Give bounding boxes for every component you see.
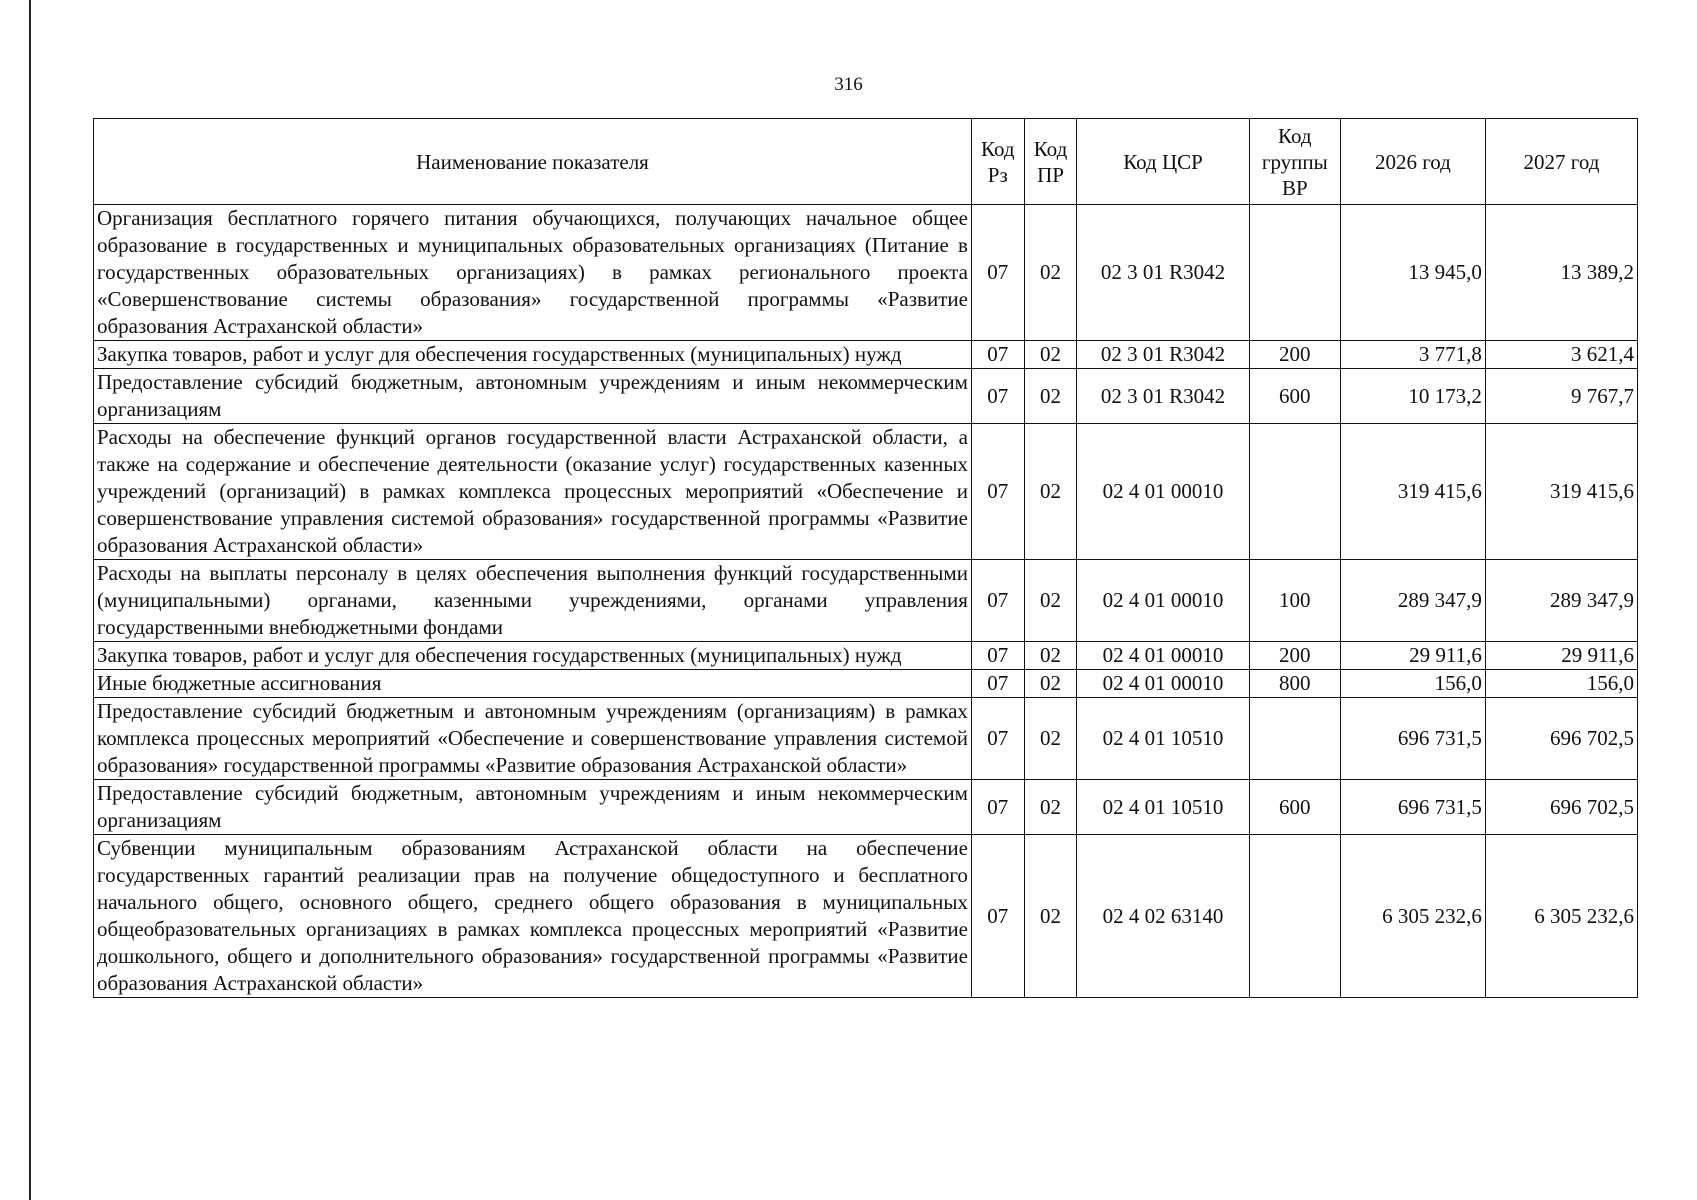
table-header-row [94, 119, 1638, 205]
row-rz: 07 [971, 670, 1024, 698]
row-name: Иные бюджетные ассигнования [94, 670, 972, 698]
row-2026: 6 305 232,6 [1340, 835, 1485, 998]
row-vr [1249, 835, 1340, 998]
row-name: Закупка товаров, работ и услуг для обеспечения государственных (муниципальных) нужд [94, 341, 972, 369]
row-csr: 02 3 01 R3042 [1077, 205, 1249, 341]
table-row [94, 670, 1638, 698]
table-row [94, 205, 1638, 341]
row-vr [1249, 424, 1340, 560]
row-2026: 10 173,2 [1340, 369, 1485, 424]
row-2026: 289 347,9 [1340, 560, 1485, 642]
row-2027: 289 347,9 [1485, 560, 1637, 642]
row-2027: 6 305 232,6 [1485, 835, 1637, 998]
row-pr: 02 [1024, 205, 1077, 341]
row-vr [1249, 205, 1340, 341]
row-pr: 02 [1024, 698, 1077, 780]
table-row [94, 560, 1638, 642]
row-vr: 800 [1249, 670, 1340, 698]
row-name: Предоставление субсидий бюджетным, автономным учреждениям и иным некоммерческим организациям [94, 369, 972, 424]
header-2026: 2026 год [1340, 119, 1485, 205]
row-pr: 02 [1024, 670, 1077, 698]
table-row [94, 424, 1638, 560]
row-csr: 02 4 01 00010 [1077, 670, 1249, 698]
row-2027: 696 702,5 [1485, 698, 1637, 780]
row-vr: 200 [1249, 341, 1340, 369]
row-vr [1249, 698, 1340, 780]
row-csr: 02 4 01 00010 [1077, 642, 1249, 670]
row-csr: 02 4 01 10510 [1077, 780, 1249, 835]
header-pr: Код ПР [1024, 119, 1077, 205]
row-rz: 07 [971, 341, 1024, 369]
row-vr: 600 [1249, 780, 1340, 835]
row-rz: 07 [971, 205, 1024, 341]
row-vr: 200 [1249, 642, 1340, 670]
table-row [94, 369, 1638, 424]
row-2026: 319 415,6 [1340, 424, 1485, 560]
row-rz: 07 [971, 369, 1024, 424]
row-csr: 02 3 01 R3042 [1077, 341, 1249, 369]
row-vr: 100 [1249, 560, 1340, 642]
row-rz: 07 [971, 780, 1024, 835]
row-2026: 696 731,5 [1340, 780, 1485, 835]
header-name: Наименование показателя [94, 119, 972, 205]
row-rz: 07 [971, 835, 1024, 998]
row-csr: 02 4 01 00010 [1077, 424, 1249, 560]
table-row [94, 780, 1638, 835]
row-2026: 3 771,8 [1340, 341, 1485, 369]
row-2027: 319 415,6 [1485, 424, 1637, 560]
row-pr: 02 [1024, 369, 1077, 424]
row-vr: 600 [1249, 369, 1340, 424]
table-row [94, 835, 1638, 998]
row-rz: 07 [971, 698, 1024, 780]
row-2027: 13 389,2 [1485, 205, 1637, 341]
table-row [94, 698, 1638, 780]
binding-margin-line [29, 0, 31, 1200]
row-name: Расходы на выплаты персоналу в целях обеспечения выполнения функций государственными (муниципальными) органами, казенными учреждениями, органами управления государственными внебюджетными фондами [94, 560, 972, 642]
row-2026: 29 911,6 [1340, 642, 1485, 670]
row-rz: 07 [971, 560, 1024, 642]
row-2026: 696 731,5 [1340, 698, 1485, 780]
row-csr: 02 4 01 00010 [1077, 560, 1249, 642]
row-2026: 13 945,0 [1340, 205, 1485, 341]
row-name: Расходы на обеспечение функций органов государственной власти Астраханской области, а также на содержание и обеспечение деятельности (оказание услуг) государственных казенных учреждений (организаций) в рамках комплекса процессных мероприятий «Обеспечение и совершенствование управления системой образования» государственной программы «Развитие образования Астраханской области» [94, 424, 972, 560]
row-name: Предоставление субсидий бюджетным, автономным учреждениям и иным некоммерческим организациям [94, 780, 972, 835]
row-csr: 02 4 01 10510 [1077, 698, 1249, 780]
row-pr: 02 [1024, 560, 1077, 642]
row-2026: 156,0 [1340, 670, 1485, 698]
row-2027: 3 621,4 [1485, 341, 1637, 369]
row-pr: 02 [1024, 642, 1077, 670]
header-csr: Код ЦСР [1077, 119, 1249, 205]
row-2027: 9 767,7 [1485, 369, 1637, 424]
page-number: 316 [834, 74, 863, 95]
row-2027: 29 911,6 [1485, 642, 1637, 670]
row-pr: 02 [1024, 780, 1077, 835]
row-rz: 07 [971, 642, 1024, 670]
row-2027: 156,0 [1485, 670, 1637, 698]
row-rz: 07 [971, 424, 1024, 560]
row-pr: 02 [1024, 341, 1077, 369]
table-row [94, 642, 1638, 670]
row-csr: 02 3 01 R3042 [1077, 369, 1249, 424]
header-rz: Код Рз [971, 119, 1024, 205]
budget-table [93, 118, 1638, 998]
row-pr: 02 [1024, 424, 1077, 560]
row-2027: 696 702,5 [1485, 780, 1637, 835]
row-name: Закупка товаров, работ и услуг для обеспечения государственных (муниципальных) нужд [94, 642, 972, 670]
header-vr: Код группы ВР [1249, 119, 1340, 205]
row-csr: 02 4 02 63140 [1077, 835, 1249, 998]
row-pr: 02 [1024, 835, 1077, 998]
row-name: Предоставление субсидий бюджетным и автономным учреждениям (организациям) в рамках комплекса процессных мероприятий «Обеспечение и совершенствование управления системой образования» государственной программы «Развитие образования Астраханской области» [94, 698, 972, 780]
row-name: Организация бесплатного горячего питания обучающихся, получающих начальное общее образование в государственных и муниципальных образовательных организациях (Питание в государственных образовательных организациях) в рамках регионального проекта «Совершенствование системы образования» государственной программы «Развитие образования Астраханской области» [94, 205, 972, 341]
table-row [94, 341, 1638, 369]
header-2027: 2027 год [1485, 119, 1637, 205]
row-name: Субвенции муниципальным образованиям Астраханской области на обеспечение государственных гарантий реализации прав на получение общедоступного и бесплатного начального общего, основного общего, среднего общего образования в муниципальных общеобразовательных организациях в рамках комплекса процессных мероприятий «Развитие дошкольного, общего и дополнительного образования» государственной программы «Развитие образования Астраханской области» [94, 835, 972, 998]
